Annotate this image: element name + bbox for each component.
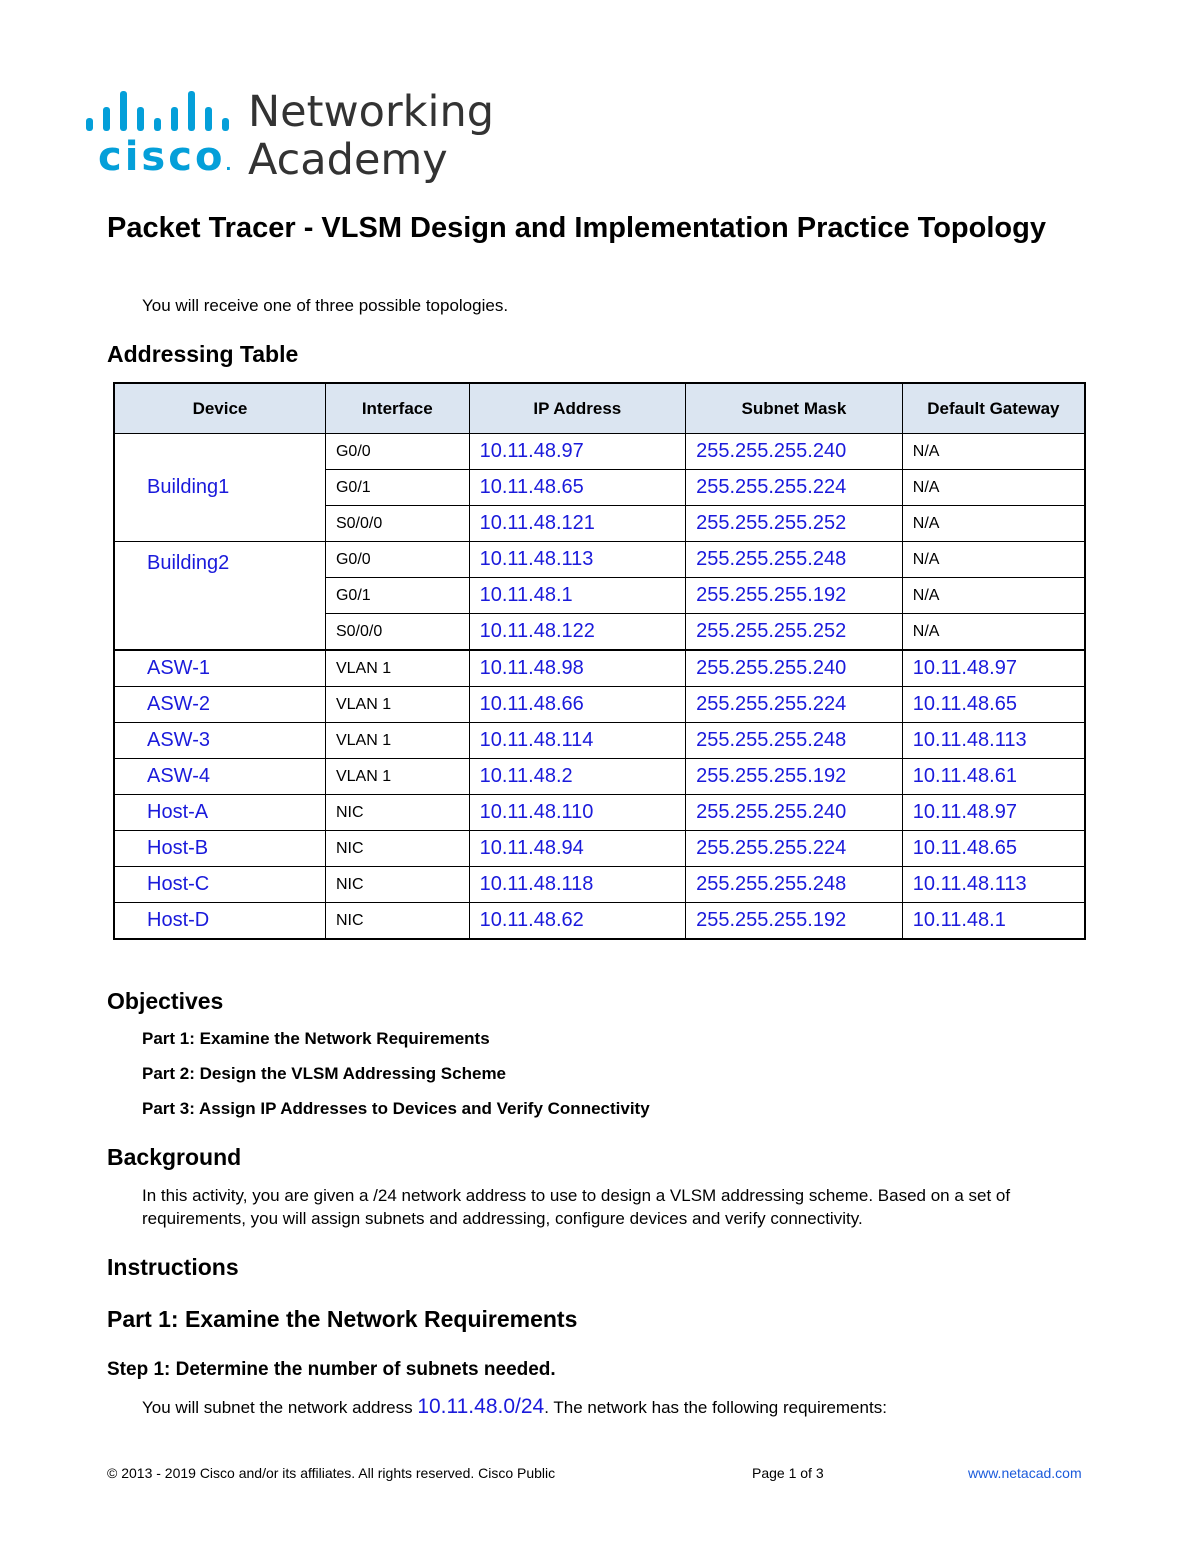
ip-cell: 10.11.48.98 bbox=[469, 650, 686, 687]
interface-cell: NIC bbox=[325, 867, 469, 903]
table-row bbox=[114, 831, 1085, 867]
ip-cell: 10.11.48.62 bbox=[469, 903, 686, 940]
network-address: 10.11.48.0/24 bbox=[417, 1395, 545, 1418]
gateway-cell: N/A bbox=[902, 470, 1085, 506]
gateway-cell: N/A bbox=[902, 578, 1085, 614]
interface-cell: VLAN 1 bbox=[325, 759, 469, 795]
objectives-heading: Objectives bbox=[107, 988, 224, 1014]
device-cell: Host-D bbox=[114, 903, 325, 940]
device-cell: ASW-3 bbox=[114, 723, 325, 759]
gateway-cell: 10.11.48.65 bbox=[902, 831, 1085, 867]
gateway-cell: 10.11.48.61 bbox=[902, 759, 1085, 795]
table-header-row bbox=[114, 383, 1085, 434]
column-header: IP Address bbox=[469, 383, 686, 434]
interface-cell: S0/0/0 bbox=[325, 506, 469, 542]
interface-cell: VLAN 1 bbox=[325, 723, 469, 759]
column-header: Default Gateway bbox=[902, 383, 1085, 434]
mask-cell: 255.255.255.248 bbox=[686, 542, 903, 578]
ip-cell: 10.11.48.1 bbox=[469, 578, 686, 614]
ip-cell: 10.11.48.110 bbox=[469, 795, 686, 831]
device-cell: Host-A bbox=[114, 795, 325, 831]
interface-cell: NIC bbox=[325, 903, 469, 940]
addressing-table-heading: Addressing Table bbox=[107, 341, 299, 367]
mask-cell: 255.255.255.224 bbox=[686, 470, 903, 506]
gateway-cell: N/A bbox=[902, 614, 1085, 651]
interface-cell: NIC bbox=[325, 831, 469, 867]
mask-cell: 255.255.255.252 bbox=[686, 614, 903, 651]
table-row bbox=[114, 723, 1085, 759]
column-header: Subnet Mask bbox=[686, 383, 903, 434]
mask-cell: 255.255.255.240 bbox=[686, 795, 903, 831]
document-title: Packet Tracer - VLSM Design and Implementation Practice Topology bbox=[107, 212, 1046, 244]
table-row bbox=[114, 903, 1085, 940]
table-row bbox=[114, 650, 1085, 687]
mask-cell: 255.255.255.192 bbox=[686, 578, 903, 614]
table-row bbox=[114, 687, 1085, 723]
ip-cell: 10.11.48.121 bbox=[469, 506, 686, 542]
gateway-cell: 10.11.48.65 bbox=[902, 687, 1085, 723]
interface-cell: S0/0/0 bbox=[325, 614, 469, 651]
interface-cell: G0/0 bbox=[325, 434, 469, 470]
ip-cell: 10.11.48.2 bbox=[469, 759, 686, 795]
device-cell: ASW-2 bbox=[114, 687, 325, 723]
table-row bbox=[114, 434, 1085, 470]
mask-cell: 255.255.255.224 bbox=[686, 687, 903, 723]
mask-cell: 255.255.255.224 bbox=[686, 831, 903, 867]
mask-cell: 255.255.255.248 bbox=[686, 867, 903, 903]
ip-cell: 10.11.48.65 bbox=[469, 470, 686, 506]
footer-link[interactable]: www.netacad.com bbox=[968, 1465, 1082, 1481]
column-header: Interface bbox=[325, 383, 469, 434]
step1-text: You will subnet the network address 10.11.48.0/24. The network has the following requirements: bbox=[142, 1395, 887, 1418]
objective-part-2: Part 2: Design the VLSM Addressing Scheme bbox=[142, 1064, 507, 1083]
ip-cell: 10.11.48.118 bbox=[469, 867, 686, 903]
device-cell: ASW-1 bbox=[114, 650, 325, 687]
interface-cell: G0/1 bbox=[325, 470, 469, 506]
interface-cell: G0/1 bbox=[325, 578, 469, 614]
gateway-cell: 10.11.48.1 bbox=[902, 903, 1085, 940]
gateway-cell: 10.11.48.97 bbox=[902, 650, 1085, 687]
table-row bbox=[114, 867, 1085, 903]
networking-academy-wordmark: Networking Academy bbox=[248, 87, 495, 185]
background-text: In this activity, you are given a /24 network address to use to design a VLSM addressing scheme. Based on a set of requirements, you will assign subnets and addressing, configure devices and verify connectivity. bbox=[142, 1186, 1011, 1228]
ip-cell: 10.11.48.122 bbox=[469, 614, 686, 651]
table-row bbox=[114, 542, 1085, 578]
gateway-cell: N/A bbox=[902, 506, 1085, 542]
instructions-heading: Instructions bbox=[107, 1254, 239, 1280]
device-cell: Building1 bbox=[114, 434, 325, 542]
addressing-table bbox=[113, 382, 1086, 940]
ip-cell: 10.11.48.114 bbox=[469, 723, 686, 759]
cisco-wordmark: cisco. bbox=[98, 134, 232, 180]
device-cell: Host-B bbox=[114, 831, 325, 867]
objective-part-1: Part 1: Examine the Network Requirements bbox=[142, 1029, 490, 1048]
gateway-cell: N/A bbox=[902, 542, 1085, 578]
step1-heading: Step 1: Determine the number of subnets needed. bbox=[107, 1359, 556, 1380]
table-row bbox=[114, 759, 1085, 795]
objective-part-3: Part 3: Assign IP Addresses to Devices and Verify Connectivity bbox=[142, 1099, 650, 1118]
ip-cell: 10.11.48.97 bbox=[469, 434, 686, 470]
mask-cell: 255.255.255.248 bbox=[686, 723, 903, 759]
interface-cell: NIC bbox=[325, 795, 469, 831]
ip-cell: 10.11.48.66 bbox=[469, 687, 686, 723]
mask-cell: 255.255.255.240 bbox=[686, 434, 903, 470]
cisco-networking-academy-logo bbox=[86, 86, 495, 186]
interface-cell: VLAN 1 bbox=[325, 687, 469, 723]
mask-cell: 255.255.255.252 bbox=[686, 506, 903, 542]
device-cell: ASW-4 bbox=[114, 759, 325, 795]
gateway-cell: 10.11.48.97 bbox=[902, 795, 1085, 831]
mask-cell: 255.255.255.240 bbox=[686, 650, 903, 687]
ip-cell: 10.11.48.113 bbox=[469, 542, 686, 578]
mask-cell: 255.255.255.192 bbox=[686, 903, 903, 940]
part1-heading: Part 1: Examine the Network Requirements bbox=[107, 1306, 578, 1332]
background-heading: Background bbox=[107, 1144, 242, 1170]
device-cell: Host-C bbox=[114, 867, 325, 903]
column-header: Device bbox=[114, 383, 325, 434]
cisco-bridge-icon bbox=[86, 86, 236, 131]
footer-page-number: Page 1 of 3 bbox=[752, 1465, 824, 1481]
table-row bbox=[114, 795, 1085, 831]
gateway-cell: 10.11.48.113 bbox=[902, 723, 1085, 759]
gateway-cell: 10.11.48.113 bbox=[902, 867, 1085, 903]
gateway-cell: N/A bbox=[902, 434, 1085, 470]
interface-cell: VLAN 1 bbox=[325, 650, 469, 687]
footer-copyright: © 2013 - 2019 Cisco and/or its affiliates. All rights reserved. Cisco Public bbox=[107, 1465, 556, 1481]
ip-cell: 10.11.48.94 bbox=[469, 831, 686, 867]
interface-cell: G0/0 bbox=[325, 542, 469, 578]
device-cell: Building2 bbox=[114, 542, 325, 651]
mask-cell: 255.255.255.192 bbox=[686, 759, 903, 795]
intro-text: You will receive one of three possible topologies. bbox=[142, 296, 509, 315]
